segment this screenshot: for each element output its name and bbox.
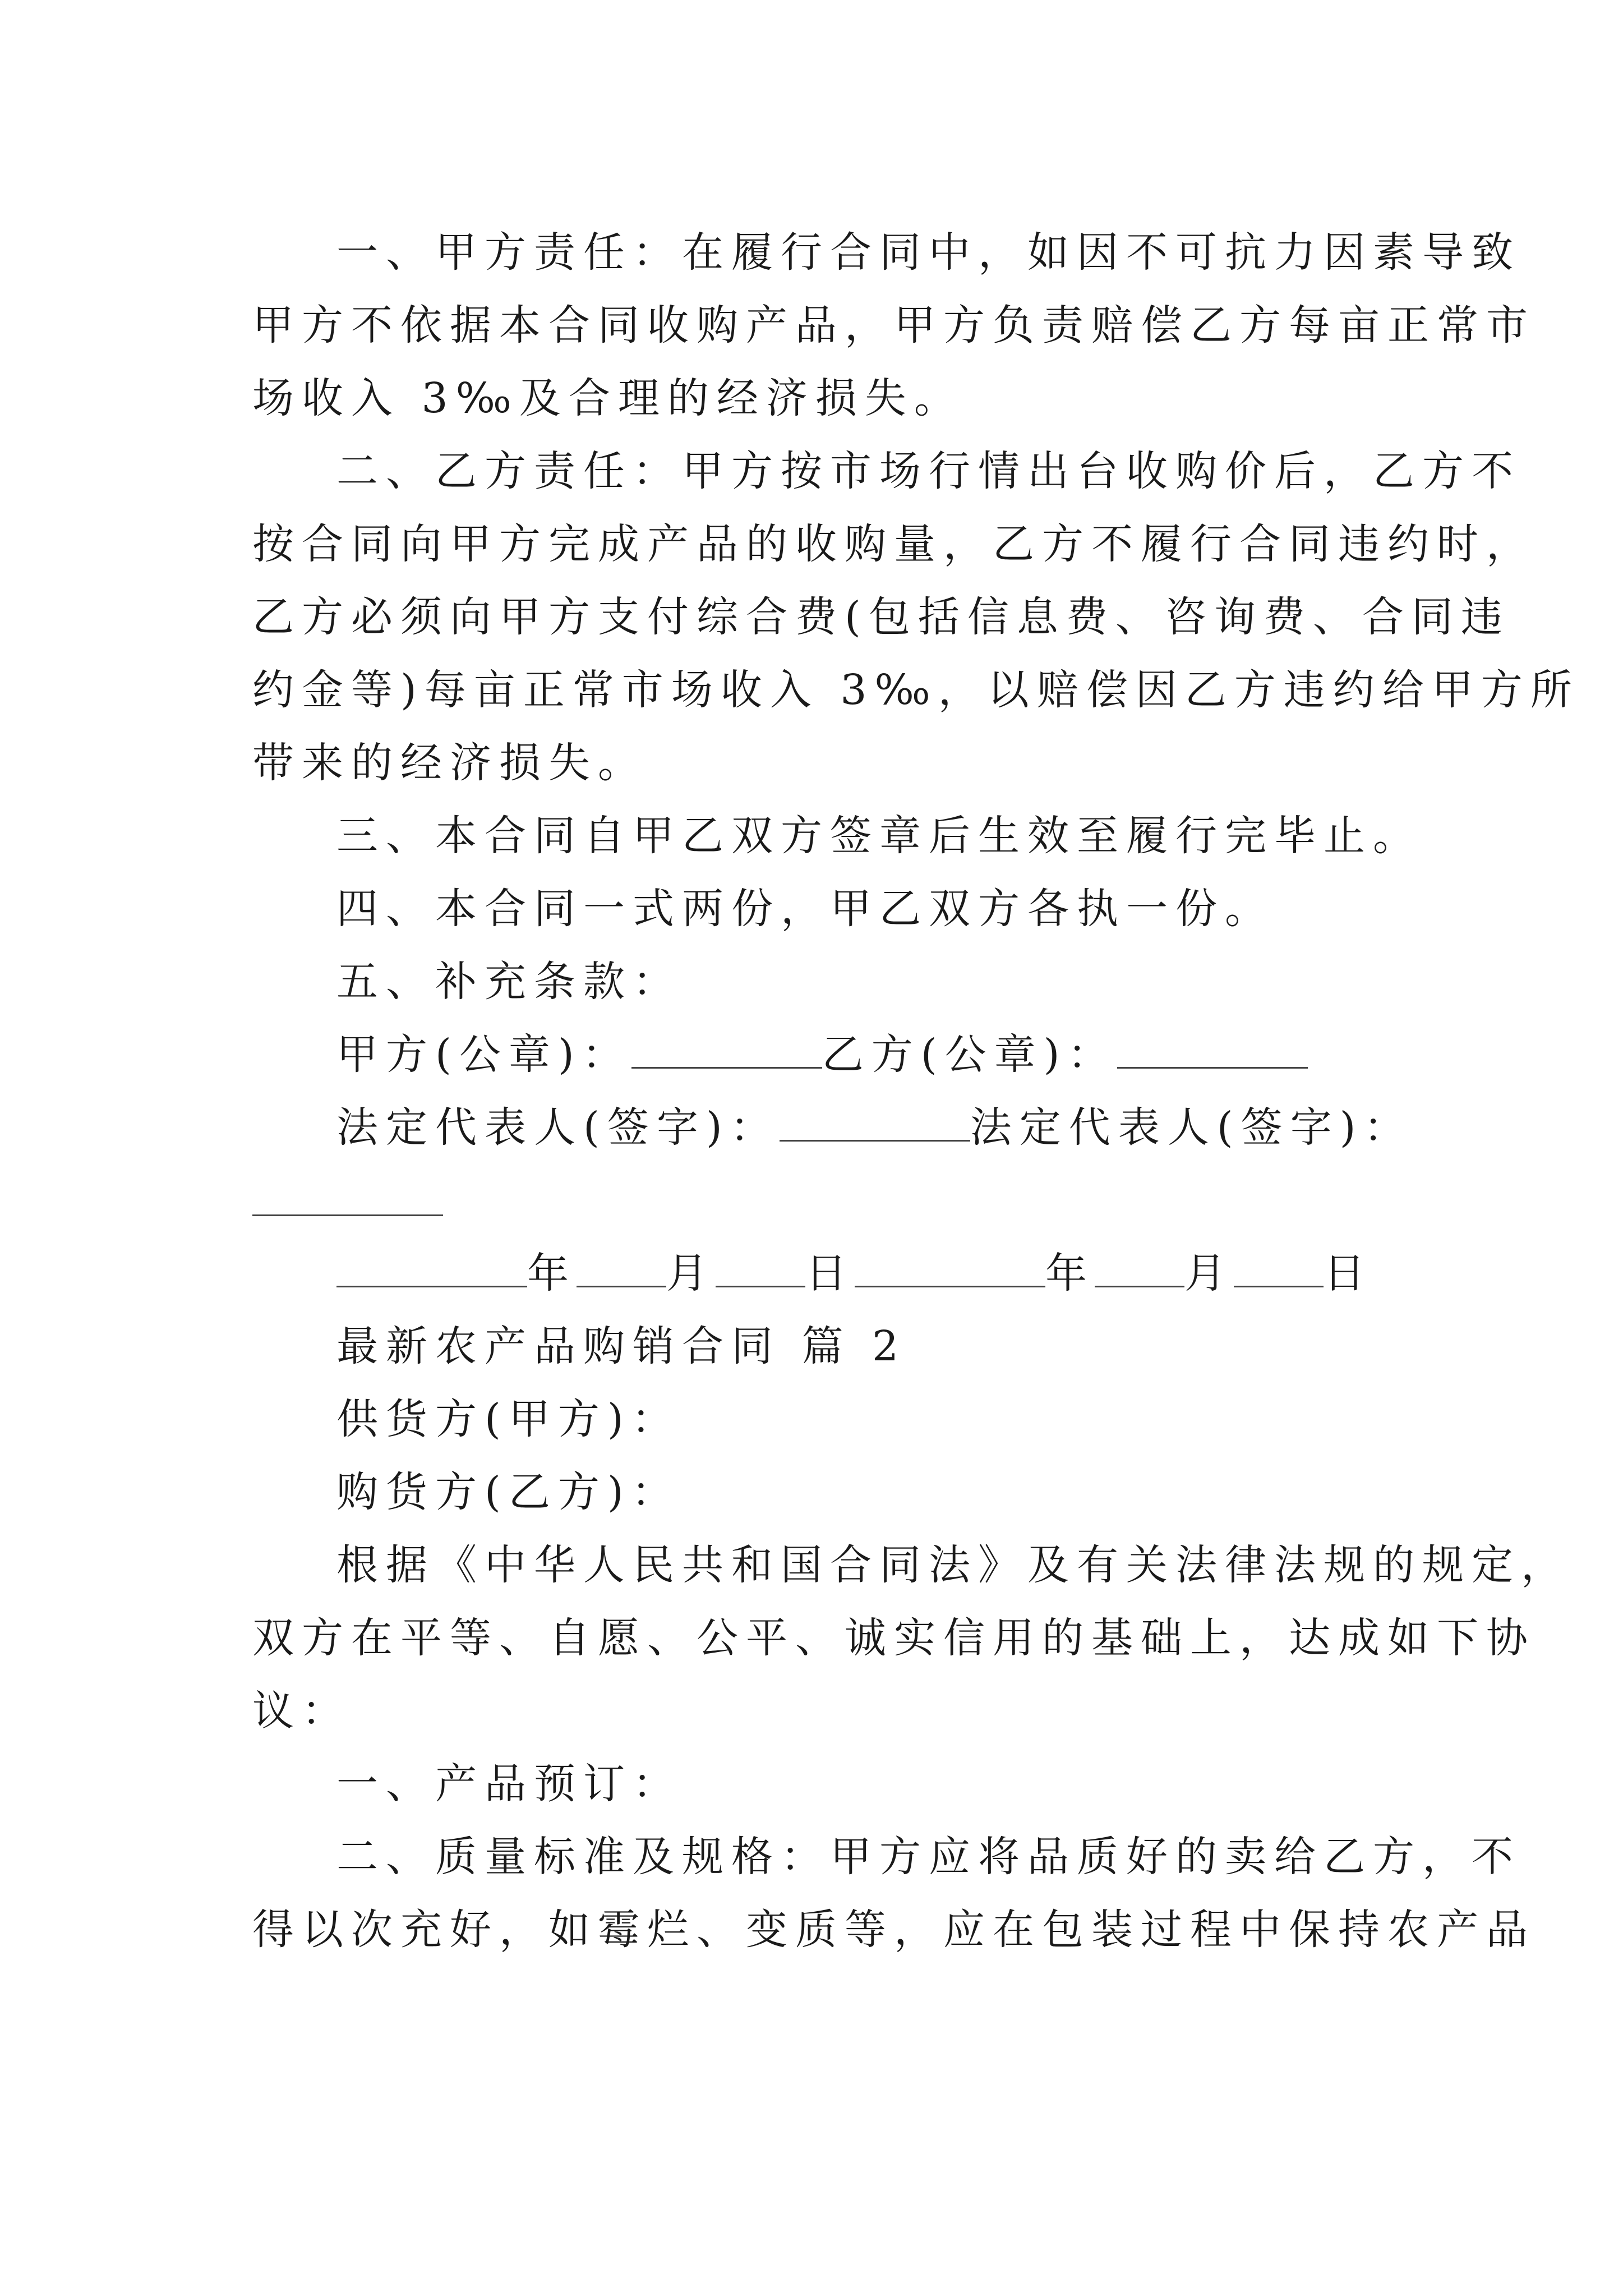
date-b-month-blank bbox=[1095, 1246, 1184, 1287]
supplier-label: 供货方(甲方)： bbox=[336, 1395, 681, 1443]
seal-line bbox=[252, 1018, 1380, 1091]
year-label: 年 bbox=[527, 1249, 577, 1297]
clause-text-line: 带来的经济损失。 bbox=[252, 739, 647, 787]
rep-b-label: 法定代表人(签字)： bbox=[970, 1103, 1413, 1152]
preamble-line: 双方在平等、自愿、公平、诚实信用的基础上，达成如下协 bbox=[252, 1614, 1536, 1662]
rep-a-blank bbox=[780, 1101, 970, 1142]
date-a-month-blank bbox=[577, 1246, 666, 1287]
date-line bbox=[252, 1237, 1380, 1310]
date-a-year-blank bbox=[336, 1246, 527, 1287]
month-label: 月 bbox=[1184, 1249, 1234, 1297]
clause-supplementary: 五、补充条款： bbox=[336, 958, 682, 1006]
party-b-seal-blank bbox=[1117, 1028, 1308, 1069]
rep-b-signature-row bbox=[252, 1164, 1380, 1237]
date-a-day-blank bbox=[716, 1246, 805, 1287]
clause-text-line: 乙方必须向甲方支付综合费(包括信息费、咨询费、合同违 bbox=[252, 593, 1510, 641]
party-a-seal-blank bbox=[631, 1028, 822, 1069]
clause-text-line: 按合同向甲方完成产品的收购量，乙方不履行合同违约时， bbox=[252, 520, 1536, 568]
day-label: 日 bbox=[1324, 1249, 1373, 1297]
item-quality-standard: 二、质量标准及规格：甲方应将品质好的卖给乙方，不 bbox=[336, 1833, 1521, 1881]
section-2-title: 最新农产品购销合同 篇 2 bbox=[336, 1322, 907, 1370]
party-a-seal-label: 甲方(公章)： bbox=[336, 1030, 631, 1079]
item-product-order: 一、产品预订： bbox=[336, 1760, 682, 1808]
year-label: 年 bbox=[1045, 1249, 1095, 1297]
buyer-label: 购货方(乙方)： bbox=[336, 1468, 681, 1516]
month-label: 月 bbox=[666, 1249, 716, 1297]
preamble-line: 议： bbox=[252, 1687, 351, 1735]
rep-b-blank bbox=[252, 1175, 443, 1216]
clause-effective: 三、本合同自甲乙双方签章后生效至履行完毕止。 bbox=[336, 812, 1422, 860]
date-b-day-blank bbox=[1234, 1246, 1324, 1287]
clause-text-line: 场收入 3‰及合理的经济损失。 bbox=[252, 374, 963, 422]
item-quality-standard-cont: 得以次充好，如霉烂、变质等，应在包装过程中保持农产品 bbox=[252, 1906, 1536, 1954]
rep-a-label: 法定代表人(签字)： bbox=[336, 1103, 780, 1152]
representative-line bbox=[252, 1091, 1413, 1164]
clause-text-line: 甲方不依据本合同收购产品，甲方负责赔偿乙方每亩正常市 bbox=[252, 301, 1536, 349]
clause-text-line: 约金等)每亩正常市场收入 3‰，以赔偿因乙方违约给甲方所 bbox=[252, 666, 1580, 714]
date-b-year-blank bbox=[855, 1246, 1045, 1287]
party-b-seal-label: 乙方(公章)： bbox=[822, 1030, 1117, 1079]
preamble-line: 根据《中华人民共和国合同法》及有关法律法规的规定， bbox=[336, 1541, 1570, 1589]
document-body bbox=[252, 216, 1580, 1966]
clause-copies: 四、本合同一式两份，甲乙双方各执一份。 bbox=[336, 885, 1274, 933]
clause-party-a-responsibility: 一、甲方责任：在履行合同中，如因不可抗力因素导致 bbox=[336, 228, 1521, 277]
clause-party-b-responsibility: 二、乙方责任：甲方按市场行情出台收购价后，乙方不 bbox=[336, 447, 1521, 495]
day-label: 日 bbox=[805, 1249, 855, 1297]
